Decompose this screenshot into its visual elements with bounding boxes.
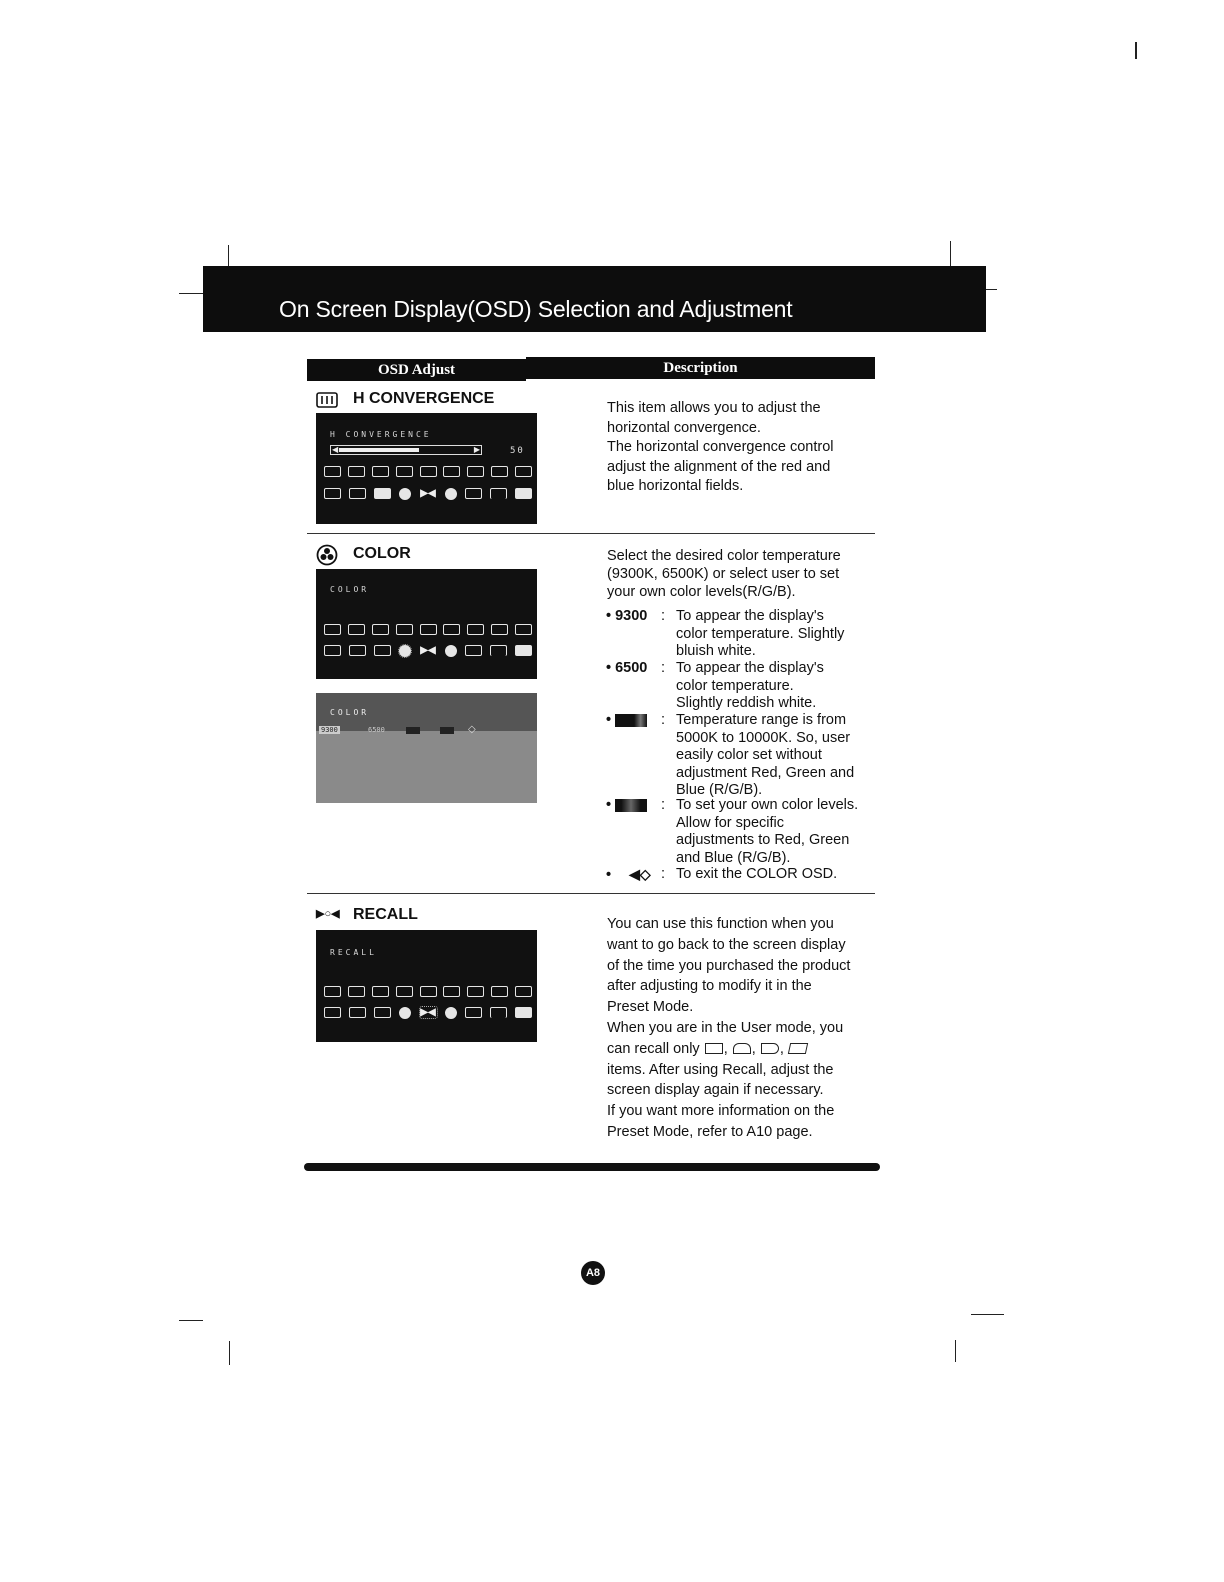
osd-exit-icon bbox=[515, 488, 532, 499]
osd-menu-icon bbox=[396, 986, 413, 997]
osd-menu-icon bbox=[443, 466, 460, 477]
osd-color-icon bbox=[399, 488, 411, 500]
osd-icon-row bbox=[324, 488, 532, 500]
bullet-line: adjustments to Red, Green bbox=[676, 832, 850, 848]
osd-recall-icon: ▶◀ bbox=[420, 488, 436, 499]
description-line: horizontal convergence. bbox=[607, 419, 761, 436]
osd-menu-icon bbox=[396, 466, 413, 477]
bullet-temperature-range bbox=[606, 712, 896, 800]
crop-mark bbox=[950, 241, 951, 266]
h-position-icon bbox=[705, 1043, 723, 1054]
footer-rule bbox=[304, 1163, 880, 1171]
description-line: adjust the alignment of the red and bbox=[607, 458, 831, 475]
bullet-line: and Blue (R/G/B). bbox=[676, 849, 791, 866]
description-line-with-icons: can recall only , , , bbox=[607, 1039, 887, 1060]
v-position-icon bbox=[733, 1043, 751, 1054]
osd-menu-icon bbox=[443, 986, 460, 997]
description-line: your own color levels(R/G/B). bbox=[607, 584, 796, 600]
osd-menu-icon bbox=[324, 1007, 341, 1018]
crop-mark bbox=[179, 293, 205, 294]
osd-option-9300: 9300 bbox=[321, 726, 338, 734]
osd-slider-fill bbox=[339, 448, 419, 452]
osd-menu-icon bbox=[420, 466, 437, 477]
column-header-description: Description bbox=[526, 357, 875, 379]
osd-menu-icon bbox=[324, 488, 341, 499]
bullet-line: To exit the COLOR OSD. bbox=[676, 866, 838, 882]
h-convergence-icon bbox=[316, 392, 338, 408]
bullet-key: • ◀◇ bbox=[606, 866, 651, 883]
osd-menu-icon bbox=[349, 1007, 366, 1018]
osd-menu-icon bbox=[515, 466, 532, 477]
osd-menu-icon bbox=[467, 986, 484, 997]
crop-mark bbox=[1135, 42, 1137, 59]
osd-menu-icon bbox=[349, 488, 366, 499]
bullet-colon: : bbox=[661, 608, 666, 624]
bullet-text bbox=[676, 660, 886, 713]
description-line: This item allows you to adjust the bbox=[607, 400, 821, 416]
exit-icon: ◀◇ bbox=[629, 866, 651, 882]
description-line: The horizontal convergence control bbox=[607, 439, 834, 455]
bullet-user-color bbox=[606, 797, 896, 867]
bullet-9300 bbox=[606, 608, 896, 660]
osd-icon-row bbox=[324, 466, 532, 477]
osd-label: COLOR bbox=[330, 708, 370, 717]
osd-option-user bbox=[440, 727, 454, 734]
bullet-key-label: 9300 bbox=[615, 608, 648, 624]
osd-menu-icon bbox=[348, 986, 365, 997]
description-line: items. After using Recall, adjust the bbox=[607, 1061, 834, 1078]
description-line: screen display again if necessary. bbox=[607, 1082, 824, 1099]
osd-menu-icon bbox=[465, 488, 482, 499]
bullet-line: To appear the display's bbox=[676, 660, 824, 676]
osd-screenshot-color-submenu bbox=[316, 693, 537, 803]
description-line: want to go back to the screen display bbox=[607, 936, 846, 953]
osd-menu-icon bbox=[467, 466, 484, 477]
osd-menu-icon bbox=[372, 466, 389, 477]
description-line: When you are in the User mode, you bbox=[607, 1019, 844, 1036]
bullet-key-label: 6500 bbox=[615, 660, 648, 676]
osd-menu-icon bbox=[324, 645, 341, 656]
osd-menu-icon bbox=[465, 645, 482, 656]
bullet-line: Slightly reddish white. bbox=[676, 695, 817, 711]
osd-icon-row bbox=[324, 645, 532, 657]
crop-mark bbox=[179, 1320, 203, 1321]
description-h-convergence bbox=[607, 399, 882, 497]
bullet-line: 5000K to 10000K. So, user bbox=[676, 729, 851, 746]
description-line: (9300K, 6500K) or select user to set bbox=[607, 566, 840, 582]
bullet-text bbox=[676, 712, 886, 800]
bullet-exit bbox=[606, 866, 896, 886]
v-size-icon bbox=[788, 1043, 808, 1054]
osd-menu-icon bbox=[374, 488, 391, 499]
bullet-colon: : bbox=[661, 797, 666, 813]
osd-option-exit: ◇ bbox=[468, 724, 476, 735]
osd-menu-icon bbox=[420, 624, 437, 635]
osd-menu-icon bbox=[490, 645, 507, 656]
osd-menu-icon bbox=[324, 624, 341, 635]
osd-menu-icon bbox=[491, 624, 508, 635]
bullet-colon: : bbox=[661, 660, 666, 676]
osd-menu-icon bbox=[465, 1007, 482, 1018]
osd-menu-icon bbox=[490, 488, 507, 499]
description-line: Preset Mode. bbox=[607, 999, 694, 1016]
osd-slider bbox=[330, 445, 482, 455]
page-header bbox=[203, 266, 986, 332]
section-title-color: COLOR bbox=[353, 545, 411, 562]
description-line: Preset Mode, refer to A10 page. bbox=[607, 1123, 813, 1140]
osd-menu-icon bbox=[420, 986, 437, 997]
description-line: If you want more information on the bbox=[607, 1103, 835, 1120]
osd-language-icon bbox=[445, 488, 457, 500]
osd-screenshot-color bbox=[316, 569, 537, 679]
osd-language-icon bbox=[445, 645, 457, 657]
osd-option-range bbox=[406, 727, 420, 734]
bullet-line: easily color set without bbox=[676, 747, 822, 763]
osd-screenshot-h-convergence bbox=[316, 413, 537, 524]
crop-mark bbox=[971, 1314, 1004, 1315]
osd-language-icon bbox=[445, 1007, 457, 1019]
bullet-line: color temperature. Slightly bbox=[676, 625, 845, 642]
arrow-left-icon: ◀ bbox=[332, 445, 339, 454]
color-icon bbox=[316, 544, 338, 566]
page-number: A8 bbox=[581, 1261, 605, 1285]
bullet-line: color temperature. bbox=[676, 677, 794, 694]
osd-icon-row bbox=[324, 986, 532, 997]
bullet-key: • bbox=[606, 712, 647, 730]
osd-menu-icon bbox=[324, 986, 341, 997]
bullet-text bbox=[676, 797, 886, 867]
osd-menu-icon bbox=[490, 1007, 507, 1018]
bullet-line: To set your own color levels. bbox=[676, 797, 859, 813]
h-size-icon bbox=[761, 1043, 779, 1054]
page-title: On Screen Display(OSD) Selection and Adjustment bbox=[279, 296, 793, 322]
section-title-recall: RECALL bbox=[353, 906, 418, 923]
osd-icon-row bbox=[324, 1007, 532, 1019]
osd-menu-icon bbox=[491, 466, 508, 477]
osd-value: 50 bbox=[510, 446, 525, 456]
osd-option-6500: 6500 bbox=[368, 726, 385, 734]
bullet-6500 bbox=[606, 660, 896, 712]
description-recall bbox=[607, 914, 887, 1143]
osd-color-icon bbox=[399, 645, 411, 657]
arrow-right-icon: ▶ bbox=[473, 445, 480, 454]
osd-screenshot-recall bbox=[316, 930, 537, 1042]
osd-menu-icon bbox=[515, 624, 532, 635]
osd-menu-icon bbox=[374, 1007, 391, 1018]
bullet-colon: : bbox=[661, 712, 666, 728]
bullet-key: • bbox=[606, 797, 647, 815]
osd-menu-icon bbox=[491, 986, 508, 997]
osd-label: COLOR bbox=[330, 585, 370, 594]
osd-menu-icon bbox=[443, 624, 460, 635]
temperature-range-icon bbox=[615, 714, 647, 727]
section-divider bbox=[307, 533, 875, 534]
bullet-key: • 6500 bbox=[606, 660, 648, 676]
osd-menu-icon bbox=[348, 624, 365, 635]
description-line: Select the desired color temperature bbox=[607, 548, 841, 564]
osd-menu-icon bbox=[374, 645, 391, 656]
bullet-line: Allow for specific bbox=[676, 814, 784, 831]
osd-label: RECALL bbox=[330, 948, 377, 957]
osd-exit-icon bbox=[515, 1007, 532, 1018]
description-line: You can use this function when you bbox=[607, 916, 834, 932]
section-divider bbox=[307, 893, 875, 894]
user-color-icon bbox=[615, 799, 647, 812]
crop-mark bbox=[229, 1341, 230, 1365]
bullet-line: Blue (R/G/B). bbox=[676, 782, 763, 798]
osd-color-icon bbox=[399, 1007, 411, 1019]
osd-menu-icon bbox=[324, 466, 341, 477]
osd-menu-icon bbox=[349, 645, 366, 656]
bullet-line: To appear the display's bbox=[676, 608, 824, 624]
osd-menu-icon bbox=[348, 466, 365, 477]
bullet-line: bluish white. bbox=[676, 643, 756, 659]
description-text: can recall only bbox=[607, 1040, 700, 1057]
osd-recall-icon: ▶◀ bbox=[420, 645, 436, 656]
description-line: after adjusting to modify it in the bbox=[607, 978, 812, 995]
osd-menu-icon bbox=[372, 986, 389, 997]
bullet-key: • 9300 bbox=[606, 608, 648, 624]
osd-label: H CONVERGENCE bbox=[330, 430, 432, 439]
bullet-text bbox=[676, 866, 886, 884]
description-line: blue horizontal fields. bbox=[607, 478, 744, 494]
bullet-text bbox=[676, 608, 886, 661]
description-color bbox=[607, 547, 882, 601]
osd-exit-icon bbox=[515, 645, 532, 656]
description-line: of the time you purchased the product bbox=[607, 957, 851, 974]
osd-menu-icon bbox=[467, 624, 484, 635]
section-title-h-convergence: H CONVERGENCE bbox=[353, 390, 495, 407]
column-header-osd-adjust: OSD Adjust bbox=[307, 359, 526, 381]
osd-icon-row bbox=[324, 624, 532, 635]
osd-menu-icon bbox=[396, 624, 413, 635]
osd-menu-icon bbox=[515, 986, 532, 997]
bullet-line: Temperature range is from bbox=[676, 712, 847, 728]
bullet-colon: : bbox=[661, 866, 666, 882]
bullet-line: adjustment Red, Green and bbox=[676, 764, 855, 781]
osd-recall-icon: ▶◀ bbox=[420, 1007, 436, 1018]
osd-menu-icon bbox=[372, 624, 389, 635]
crop-mark bbox=[985, 289, 997, 290]
crop-mark bbox=[955, 1340, 956, 1362]
recall-icon: ▶○◀ bbox=[316, 908, 340, 920]
